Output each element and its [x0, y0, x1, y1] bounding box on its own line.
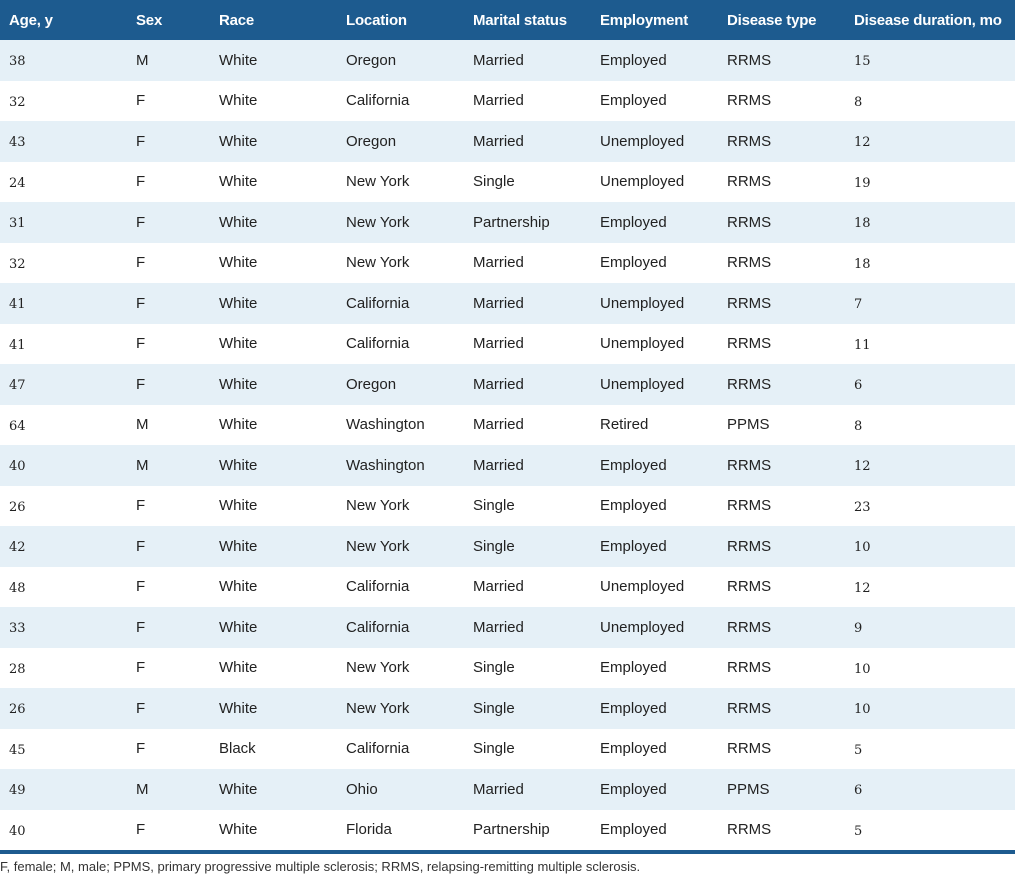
table-cell: Employed — [600, 780, 667, 798]
table-cell: 6 — [854, 783, 863, 799]
table-row — [0, 81, 1015, 122]
table-cell: 24 — [9, 175, 26, 191]
table-cell: Single — [473, 659, 515, 677]
table-cell: White — [219, 821, 258, 839]
table-cell: Unemployed — [600, 375, 685, 393]
table-cell: White — [219, 578, 258, 596]
table-cell: Married — [473, 416, 524, 434]
table-cell: White — [219, 92, 258, 110]
table-cell: Employed — [600, 537, 667, 555]
table-row — [0, 526, 1015, 567]
table-cell: F — [136, 578, 146, 596]
table-cell: 5 — [854, 742, 863, 758]
table-cell: RRMS — [727, 254, 772, 272]
table-cell: 48 — [9, 580, 26, 596]
table-cell: PPMS — [727, 780, 770, 798]
table-cell: New York — [346, 659, 410, 677]
table-row — [0, 729, 1015, 770]
table-cell: RRMS — [727, 213, 772, 231]
table-cell: Married — [473, 335, 524, 353]
table-cell: California — [346, 335, 410, 353]
table-cell: 12 — [854, 580, 871, 596]
table-cell: 26 — [9, 499, 26, 515]
table-cell: Unemployed — [600, 294, 685, 312]
table-cell: RRMS — [727, 294, 772, 312]
table-cell: M — [136, 51, 149, 69]
table-cell: Married — [473, 375, 524, 393]
table-cell: 10 — [854, 702, 871, 718]
table-cell: Washington — [346, 416, 425, 434]
table-cell: 10 — [854, 540, 871, 556]
table-cell: Washington — [346, 456, 425, 474]
table-cell: White — [219, 416, 258, 434]
table-row — [0, 40, 1015, 81]
table-cell: Retired — [600, 416, 649, 434]
table-cell: Married — [473, 456, 524, 474]
table-cell: Single — [473, 497, 515, 515]
table-cell: White — [219, 173, 258, 191]
column-header: Disease type — [727, 11, 817, 29]
table-cell: White — [219, 294, 258, 312]
table-cell: Single — [473, 699, 515, 717]
table-footnote: F, female; M, male; PPMS, primary progressive multiple sclerosis; RRMS, relapsing-remitting multiple sclerosis. — [0, 859, 641, 874]
table-cell: White — [219, 699, 258, 717]
table-cell: Single — [473, 740, 515, 758]
table-row — [0, 445, 1015, 486]
table-cell: Married — [473, 254, 524, 272]
table-cell: F — [136, 659, 146, 677]
table-cell: F — [136, 497, 146, 515]
table-cell: F — [136, 335, 146, 353]
table-cell: New York — [346, 254, 410, 272]
table-cell: 18 — [854, 216, 871, 232]
table-cell: Married — [473, 51, 524, 69]
table-cell: F — [136, 294, 146, 312]
table-cell: 5 — [854, 823, 863, 839]
table-cell: New York — [346, 213, 410, 231]
table-cell: F — [136, 254, 146, 272]
table-cell: Unemployed — [600, 132, 685, 150]
table-cell: 49 — [9, 783, 26, 799]
table-cell: 32 — [9, 256, 26, 272]
header-row — [0, 0, 1015, 40]
table-row — [0, 769, 1015, 810]
table-cell: Married — [473, 132, 524, 150]
table-cell: White — [219, 132, 258, 150]
table-cell: RRMS — [727, 456, 772, 474]
table-cell: 64 — [9, 418, 26, 434]
table-cell: Employed — [600, 740, 667, 758]
column-header: Marital status — [473, 11, 567, 29]
table-cell: Married — [473, 578, 524, 596]
table-cell: 31 — [9, 216, 26, 232]
table-cell: RRMS — [727, 821, 772, 839]
table-cell: New York — [346, 699, 410, 717]
table-cell: California — [346, 294, 410, 312]
table-cell: F — [136, 173, 146, 191]
table-cell: Married — [473, 294, 524, 312]
table-cell: White — [219, 51, 258, 69]
table-cell: White — [219, 335, 258, 353]
table-cell: RRMS — [727, 740, 772, 758]
table-cell: 9 — [854, 621, 863, 637]
table-cell: F — [136, 537, 146, 555]
table-cell: Ohio — [346, 780, 378, 798]
table-cell: 41 — [9, 297, 26, 313]
table-cell: White — [219, 537, 258, 555]
table-cell: White — [219, 659, 258, 677]
table-cell: RRMS — [727, 335, 772, 353]
table-row — [0, 121, 1015, 162]
table-cell: 12 — [854, 459, 871, 475]
table-cell: PPMS — [727, 416, 770, 434]
table-cell: 28 — [9, 661, 26, 677]
table-cell: 15 — [854, 54, 871, 70]
table-cell: California — [346, 618, 410, 636]
table-cell: F — [136, 375, 146, 393]
table-cell: 12 — [854, 135, 871, 151]
column-header: Disease duration, mo — [854, 11, 1002, 29]
column-header: Employment — [600, 11, 689, 29]
table-body — [0, 40, 1015, 850]
table-cell: 32 — [9, 94, 26, 110]
table-cell: 45 — [9, 742, 26, 758]
table-cell: Employed — [600, 254, 667, 272]
table-cell: Unemployed — [600, 335, 685, 353]
table-cell: F — [136, 699, 146, 717]
table-cell: Employed — [600, 213, 667, 231]
table-cell: F — [136, 821, 146, 839]
column-header: Location — [346, 11, 407, 29]
table-cell: White — [219, 456, 258, 474]
table-cell: Employed — [600, 497, 667, 515]
column-header: Age, y — [9, 11, 53, 29]
table-cell: Married — [473, 618, 524, 636]
table-cell: RRMS — [727, 132, 772, 150]
table-cell: White — [219, 375, 258, 393]
table-row — [0, 648, 1015, 689]
table-cell: RRMS — [727, 578, 772, 596]
table-row — [0, 405, 1015, 446]
table-cell: RRMS — [727, 537, 772, 555]
table-cell: 18 — [854, 256, 871, 272]
table-cell: Married — [473, 780, 524, 798]
table-cell: F — [136, 740, 146, 758]
column-header: Sex — [136, 11, 163, 29]
table-cell: 42 — [9, 540, 26, 556]
table-cell: California — [346, 578, 410, 596]
table-cell: Employed — [600, 659, 667, 677]
table-cell: 23 — [854, 499, 871, 515]
table-cell: M — [136, 780, 149, 798]
table-cell: 8 — [854, 94, 863, 110]
table-cell: 38 — [9, 54, 26, 70]
table-cell: RRMS — [727, 173, 772, 191]
table-cell: F — [136, 618, 146, 636]
table-cell: New York — [346, 497, 410, 515]
table-cell: 8 — [854, 418, 863, 434]
table-cell: Employed — [600, 821, 667, 839]
table-cell: Employed — [600, 92, 667, 110]
column-header: Race — [219, 11, 255, 29]
table-row — [0, 607, 1015, 648]
table-cell: Single — [473, 537, 515, 555]
table-row — [0, 283, 1015, 324]
table-cell: California — [346, 92, 410, 110]
table-row — [0, 202, 1015, 243]
table-header — [0, 0, 1015, 40]
table-cell: RRMS — [727, 618, 772, 636]
table-cell: Oregon — [346, 375, 397, 393]
table-row — [0, 486, 1015, 527]
table-cell: 41 — [9, 337, 26, 353]
table-cell: 33 — [9, 621, 26, 637]
table-row — [0, 162, 1015, 203]
table-cell: Black — [219, 740, 256, 758]
table-cell: Employed — [600, 456, 667, 474]
table-cell: Oregon — [346, 132, 397, 150]
table-cell: 47 — [9, 378, 26, 394]
table-cell: RRMS — [727, 699, 772, 717]
table-cell: White — [219, 618, 258, 636]
table-cell: F — [136, 213, 146, 231]
table-cell: 43 — [9, 135, 26, 151]
table-cell: Unemployed — [600, 173, 685, 191]
table-cell: 7 — [854, 297, 863, 313]
table-cell: New York — [346, 537, 410, 555]
table-cell: M — [136, 416, 149, 434]
table-cell: Oregon — [346, 51, 397, 69]
table-cell: 11 — [854, 337, 871, 353]
table-bottom-rule — [0, 850, 1015, 854]
table-cell: RRMS — [727, 497, 772, 515]
table-cell: 10 — [854, 661, 871, 677]
table-row — [0, 324, 1015, 365]
table-cell: 6 — [854, 378, 863, 394]
table-cell: White — [219, 497, 258, 515]
table-cell: Partnership — [473, 213, 550, 231]
table-cell: RRMS — [727, 92, 772, 110]
table-cell: Florida — [346, 821, 392, 839]
table-cell: Single — [473, 173, 515, 191]
table-cell: Employed — [600, 51, 667, 69]
table-cell: Unemployed — [600, 618, 685, 636]
table-cell: White — [219, 254, 258, 272]
table-row — [0, 688, 1015, 729]
table-cell: M — [136, 456, 149, 474]
table-cell: F — [136, 132, 146, 150]
table-cell: RRMS — [727, 51, 772, 69]
table-cell: Partnership — [473, 821, 550, 839]
table-cell: Unemployed — [600, 578, 685, 596]
table-cell: 40 — [9, 459, 26, 475]
table-cell: RRMS — [727, 659, 772, 677]
table-cell: 40 — [9, 823, 26, 839]
table-cell: New York — [346, 173, 410, 191]
table-row — [0, 567, 1015, 608]
table-cell: California — [346, 740, 410, 758]
table-cell: Employed — [600, 699, 667, 717]
table-cell: F — [136, 92, 146, 110]
table-row — [0, 364, 1015, 405]
table-cell: White — [219, 780, 258, 798]
table-cell: RRMS — [727, 375, 772, 393]
table-row — [0, 243, 1015, 284]
table-cell: White — [219, 213, 258, 231]
table-cell: 26 — [9, 702, 26, 718]
table-cell: 19 — [854, 175, 871, 191]
table-cell: Married — [473, 92, 524, 110]
table-row — [0, 810, 1015, 851]
